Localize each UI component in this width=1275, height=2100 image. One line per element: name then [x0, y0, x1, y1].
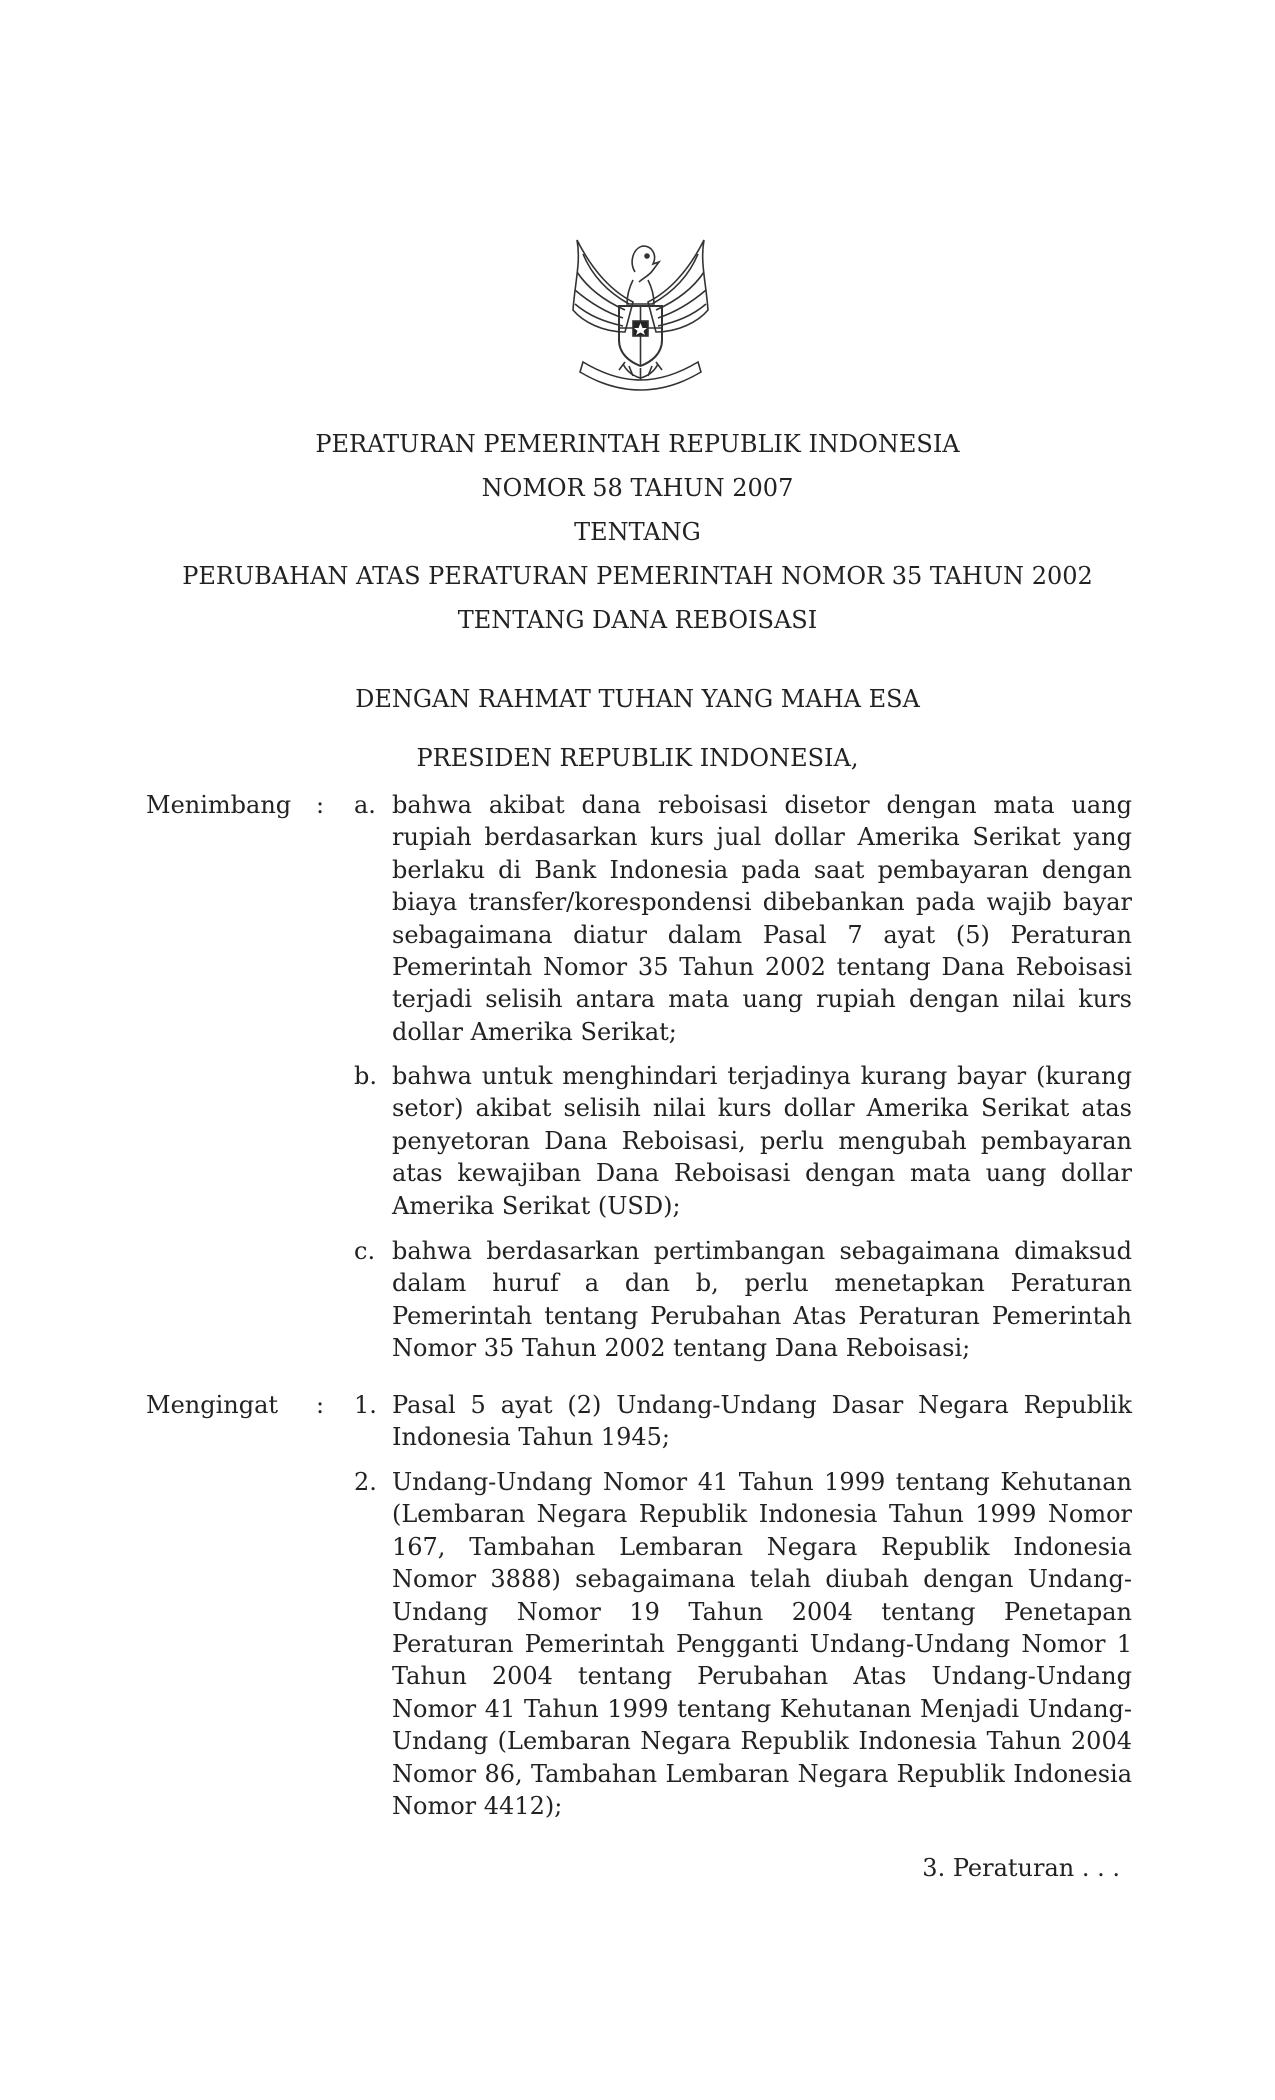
regulation-subject-cont: TENTANG DANA REBOISASI — [457, 606, 818, 634]
item-text: bahwa berdasarkan pertimbangan sebagaimana dimaksud dalam huruf a dan b, perlu menetapkan Peraturan Pemerintah tentang Perubahan Atas Peraturan Pemerintah Nomor 35 Tahun 2002 tentang Dana Reboisasi; — [392, 1237, 1132, 1363]
blessing-line: DENGAN RAHMAT TUHAN YANG MAHA ESA — [355, 685, 920, 713]
item-text: bahwa akibat dana reboisasi disetor dengan mata uang rupiah berdasarkan kurs jual dollar Amerika Serikat yang berlaku di Bank Indonesia pada saat pembayaran dengan biaya transfer/korespondensi dibebankan pada wajib bayar sebagaimana diatur dalam Pasal 7 ayat (5) Peraturan Pemerintah Nomor 35 Tahun 2002 tentang Dana Reboisasi terjadi selisih antara mata uang rupiah dengan nilai kurs dollar Amerika Serikat; — [392, 791, 1132, 1046]
regulation-number: NOMOR 58 TAHUN 2007 — [481, 474, 794, 502]
regulation-tentang: TENTANG — [574, 518, 701, 546]
menimbang-item-b — [354, 1060, 1132, 1222]
item-marker: b. — [354, 1062, 377, 1090]
item-text: Undang-Undang Nomor 41 Tahun 1999 tentang Kehutanan (Lembaran Negara Republik Indonesia Tahun 1999 Nomor 167, Tambahan Lembaran Negara Republik Indonesia Nomor 3888) sebagaimana telah diubah dengan Undang-Undang Nomor 19 Tahun 2004 tentang Penetapan Peraturan Pemerintah Pengganti Undang-Undang Nomor 1 Tahun 2004 tentang Perubahan Atas Undang-Undang Nomor 41 Tahun 1999 tentang Kehutanan Menjadi Undang-Undang (Lembaran Negara Republik Indonesia Tahun 2004 Nomor 86, Tambahan Lembaran Negara Republik Indonesia Nomor 4412); — [392, 1468, 1132, 1821]
menimbang-item-c — [354, 1235, 1132, 1365]
menimbang-item-a — [354, 789, 1132, 1048]
item-text: Pasal 5 ayat (2) Undang-Undang Dasar Negara Republik Indonesia Tahun 1945; — [392, 1391, 1132, 1452]
item-marker: a. — [354, 791, 376, 819]
item-marker: 2. — [354, 1468, 377, 1496]
regulation-subject: PERUBAHAN ATAS PERATURAN PEMERINTAH NOMOR 35 TAHUN 2002 — [182, 562, 1093, 590]
menimbang-label: Menimbang — [146, 791, 292, 819]
menimbang-colon: : — [316, 791, 325, 819]
item-marker: c. — [354, 1237, 376, 1265]
regulation-title: PERATURAN PEMERINTAH REPUBLIK INDONESIA — [315, 430, 960, 458]
mengingat-item-2 — [354, 1466, 1132, 1822]
mengingat-item-1 — [354, 1389, 1132, 1454]
mengingat-colon: : — [316, 1391, 325, 1419]
garuda-emblem-icon — [563, 232, 718, 394]
president-line: PRESIDEN REPUBLIK INDONESIA, — [416, 744, 859, 772]
item-text: bahwa untuk menghindari terjadinya kurang bayar (kurang setor) akibat selisih nilai kurs dollar Amerika Serikat atas penyetoran Dana Reboisasi, perlu mengubah pembayaran atas kewajiban Dana Reboisasi dengan mata uang dollar Amerika Serikat (USD); — [392, 1062, 1132, 1220]
continuation-reference: 3. Peraturan . . . — [922, 1854, 1120, 1882]
item-marker: 1. — [354, 1391, 377, 1419]
mengingat-label: Mengingat — [146, 1391, 279, 1419]
